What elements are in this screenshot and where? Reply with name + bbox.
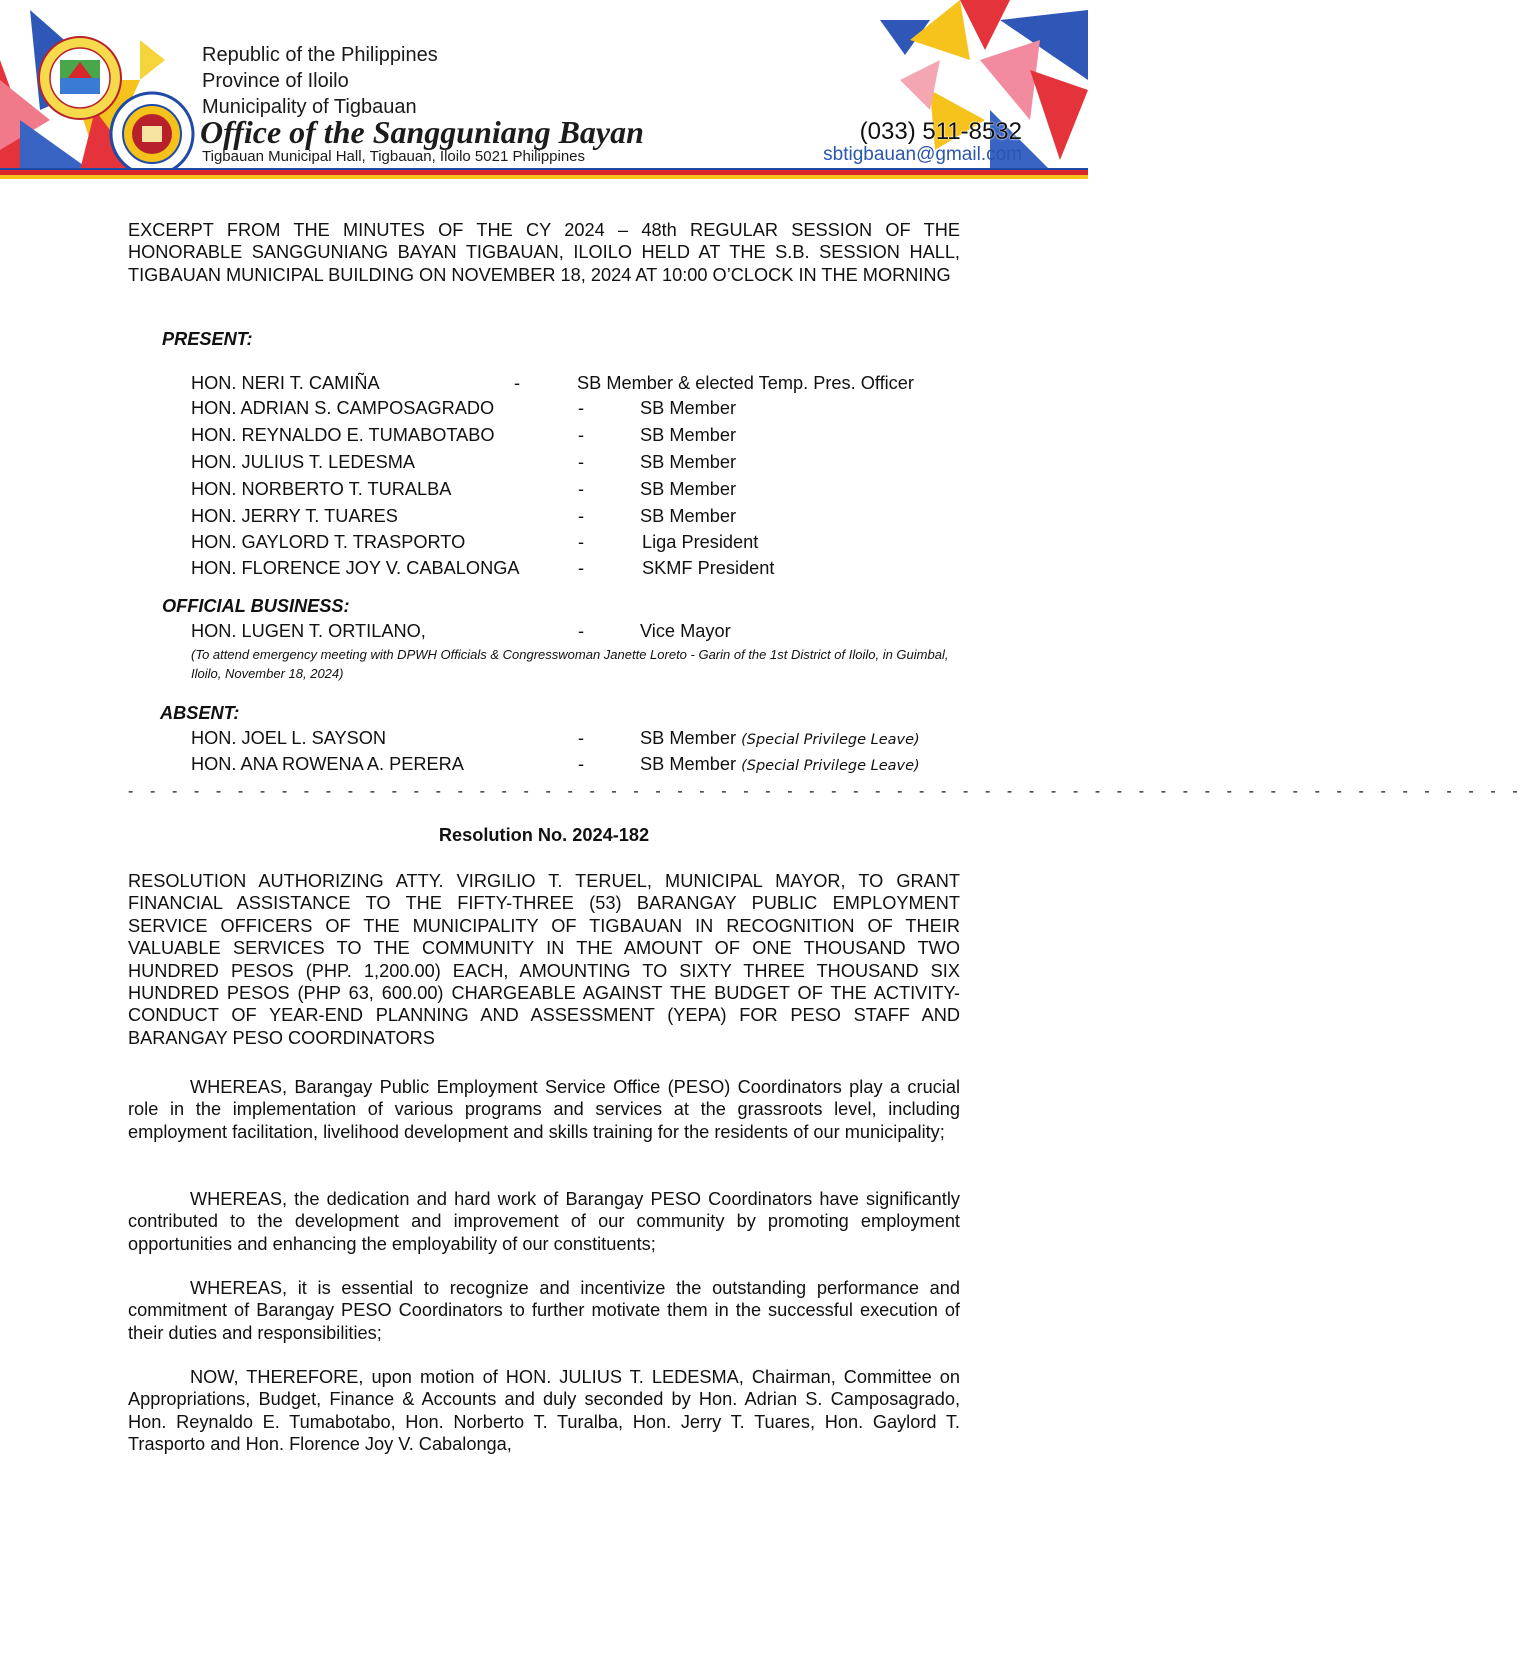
office-address: Tigbauan Municipal Hall, Tigbauan, Iloilo 5021 Philippines	[202, 148, 586, 165]
member-name: HON. NERI T. CAMIÑA	[191, 373, 380, 393]
member-role-with-note	[640, 728, 920, 749]
member-dash: -	[578, 425, 585, 445]
member-dash: -	[578, 506, 585, 526]
leave-note: (Special Privilege Leave)	[741, 732, 920, 748]
member-role: SB Member	[640, 425, 737, 445]
absent-member-row	[0, 728, 1088, 752]
header-stripe-yellow	[0, 175, 1088, 179]
whereas-clause-2	[128, 1188, 960, 1255]
present-member-row	[0, 558, 1088, 582]
resolution-number: Resolution No. 2024-182	[438, 825, 650, 845]
member-name: HON. ADRIAN S. CAMPOSAGRADO	[191, 398, 495, 418]
sangguniang-bayan-seal-icon	[110, 92, 194, 176]
present-label: PRESENT:	[162, 329, 253, 349]
member-role: SB Member	[640, 728, 737, 748]
leave-note: (Special Privilege Leave)	[741, 758, 920, 774]
office-email: sbtigbauan@gmail.com	[823, 144, 1022, 165]
member-dash: -	[578, 621, 585, 641]
present-member-row	[0, 479, 1088, 503]
whereas-text: WHEREAS, Barangay Public Employment Service Office (PESO) Coordinators play a crucial role in the implementation of various programs and services at the grassroots level, including employment facilitation, livelihood development and skills training for the residents of our municipality;	[128, 1077, 960, 1142]
member-dash: -	[578, 532, 585, 552]
member-name: HON. NORBERTO T. TURALBA	[191, 479, 452, 499]
present-member-row	[0, 452, 1088, 476]
member-role: SB Member	[640, 479, 737, 499]
member-name: HON. JOEL L. SAYSON	[191, 728, 387, 748]
dashed-separator: - - - - - - - - - - - - - - - - - - - - - - - - - - - - - - - - - - - - - - - - - - - - - - - - - - - - - - - - - - - - - - - -	[128, 783, 1524, 800]
member-dash: -	[578, 728, 585, 748]
absent-member-row	[0, 754, 1088, 778]
official-business-label: OFFICIAL BUSINESS:	[162, 596, 350, 616]
member-name: HON. REYNALDO E. TUMABOTABO	[191, 425, 495, 445]
whereas-clause-1	[128, 1076, 960, 1143]
member-name: HON. FLORENCE JOY V. CABALONGA	[191, 558, 520, 578]
member-dash: -	[578, 452, 585, 472]
present-member-row	[0, 506, 1088, 530]
office-phone: (033) 511-8532	[859, 118, 1022, 145]
whereas-clause-3	[128, 1277, 960, 1344]
member-role: Vice Mayor	[640, 621, 731, 641]
present-member-row	[0, 532, 1088, 556]
member-role: SB Member	[640, 398, 737, 418]
republic-line: Republic of the Philippines	[202, 44, 438, 66]
member-name: HON. ANA ROWENA A. PERERA	[191, 754, 464, 774]
member-dash: -	[514, 373, 521, 393]
member-name: HON. LUGEN T. ORTILANO,	[191, 621, 426, 641]
member-dash: -	[578, 479, 585, 499]
official-business-row	[0, 621, 1088, 645]
minutes-excerpt: EXCERPT FROM THE MINUTES OF THE CY 2024 – 48th REGULAR SESSION OF THE HONORABLE SANGGUNIANG BAYAN TIGBAUAN, ILOILO HELD AT THE S.B. SESSION HALL, TIGBAUAN MUNICIPAL BUILDING ON NOVEMBER 18, 2024 AT 10:00 O’CLOCK IN THE MORNING	[128, 220, 960, 285]
present-member-row	[0, 373, 1088, 397]
province-line: Province of Iloilo	[202, 70, 349, 92]
present-member-row	[0, 425, 1088, 449]
municipality-line: Municipality of Tigbauan	[202, 96, 417, 118]
whereas-text: WHEREAS, the dedication and hard work of Barangay PESO Coordinators have significantly contributed to the development and improvement of our community by promoting employment opportunities and enhancing the employability of our constituents;	[128, 1189, 960, 1254]
member-dash: -	[578, 754, 585, 774]
member-role: SB Member	[640, 452, 737, 472]
member-name: HON. JULIUS T. LEDESMA	[191, 452, 416, 472]
member-role: SKMF President	[642, 558, 775, 578]
resolution-title: RESOLUTION AUTHORIZING ATTY. VIRGILIO T. TERUEL, MUNICIPAL MAYOR, TO GRANT FINANCIAL ASSISTANCE TO THE FIFTY-THREE (53) BARANGAY PUBLIC EMPLOYMENT SERVICE OFFICERS OF THE MUNICIPALITY OF TIGBAUAN IN RECOGNITION OF THEIR VALUABLE SERVICES TO THE COMMUNITY IN THE AMOUNT OF ONE THOUSAND TWO HUNDRED PESOS (PHP. 1,200.00) EACH, AMOUNTING TO SIXTY THREE THOUSAND SIX HUNDRED PESOS (PHP 63, 600.00) CHARGEABLE AGAINST THE BUDGET OF THE ACTIVITY-CONDUCT OF YEAR-END PLANNING AND ASSESSMENT (YEPA) FOR PESO STAFF AND BARANGAY PESO COORDINATORS	[128, 871, 960, 1048]
member-role: SB Member & elected Temp. Pres. Officer	[577, 373, 914, 393]
now-therefore-clause	[128, 1366, 960, 1456]
office-title: Office of the Sangguniang Bayan	[200, 114, 644, 150]
present-member-row	[0, 398, 1088, 422]
member-dash: -	[578, 398, 585, 418]
member-role-with-note	[640, 754, 920, 775]
letterhead	[0, 0, 1088, 190]
now-therefore-text: NOW, THEREFORE, upon motion of HON. JULIUS T. LEDESMA, Chairman, Committee on Appropriations, Budget, Finance & Accounts and duly seconded by Hon. Adrian S. Camposagrado, Hon. Reynaldo E. Tumabotabo, Hon. Norberto T. Turalba, Hon. Jerry T. Tuares, Hon. Gaylord T. Trasporto and Hon. Florence Joy V. Cabalonga,	[128, 1367, 960, 1455]
member-dash: -	[578, 558, 585, 578]
member-name: HON. GAYLORD T. TRASPORTO	[191, 532, 466, 552]
official-business-note: (To attend emergency meeting with DPWH Officials & Congresswoman Janette Loreto - Garin of the 1st District of Iloilo, in Guimbal, Iloilo, November 18, 2024)	[191, 647, 949, 681]
member-role: SB Member	[640, 754, 737, 774]
municipal-seal-icon	[38, 36, 122, 120]
member-role: Liga President	[642, 532, 759, 552]
member-role: SB Member	[640, 506, 737, 526]
absent-label: ABSENT:	[160, 703, 240, 723]
whereas-text: WHEREAS, it is essential to recognize and incentivize the outstanding performance and commitment of Barangay PESO Coordinators to further motivate them in the successful execution of their duties and responsibilities;	[128, 1278, 960, 1343]
member-name: HON. JERRY T. TUARES	[191, 506, 398, 526]
